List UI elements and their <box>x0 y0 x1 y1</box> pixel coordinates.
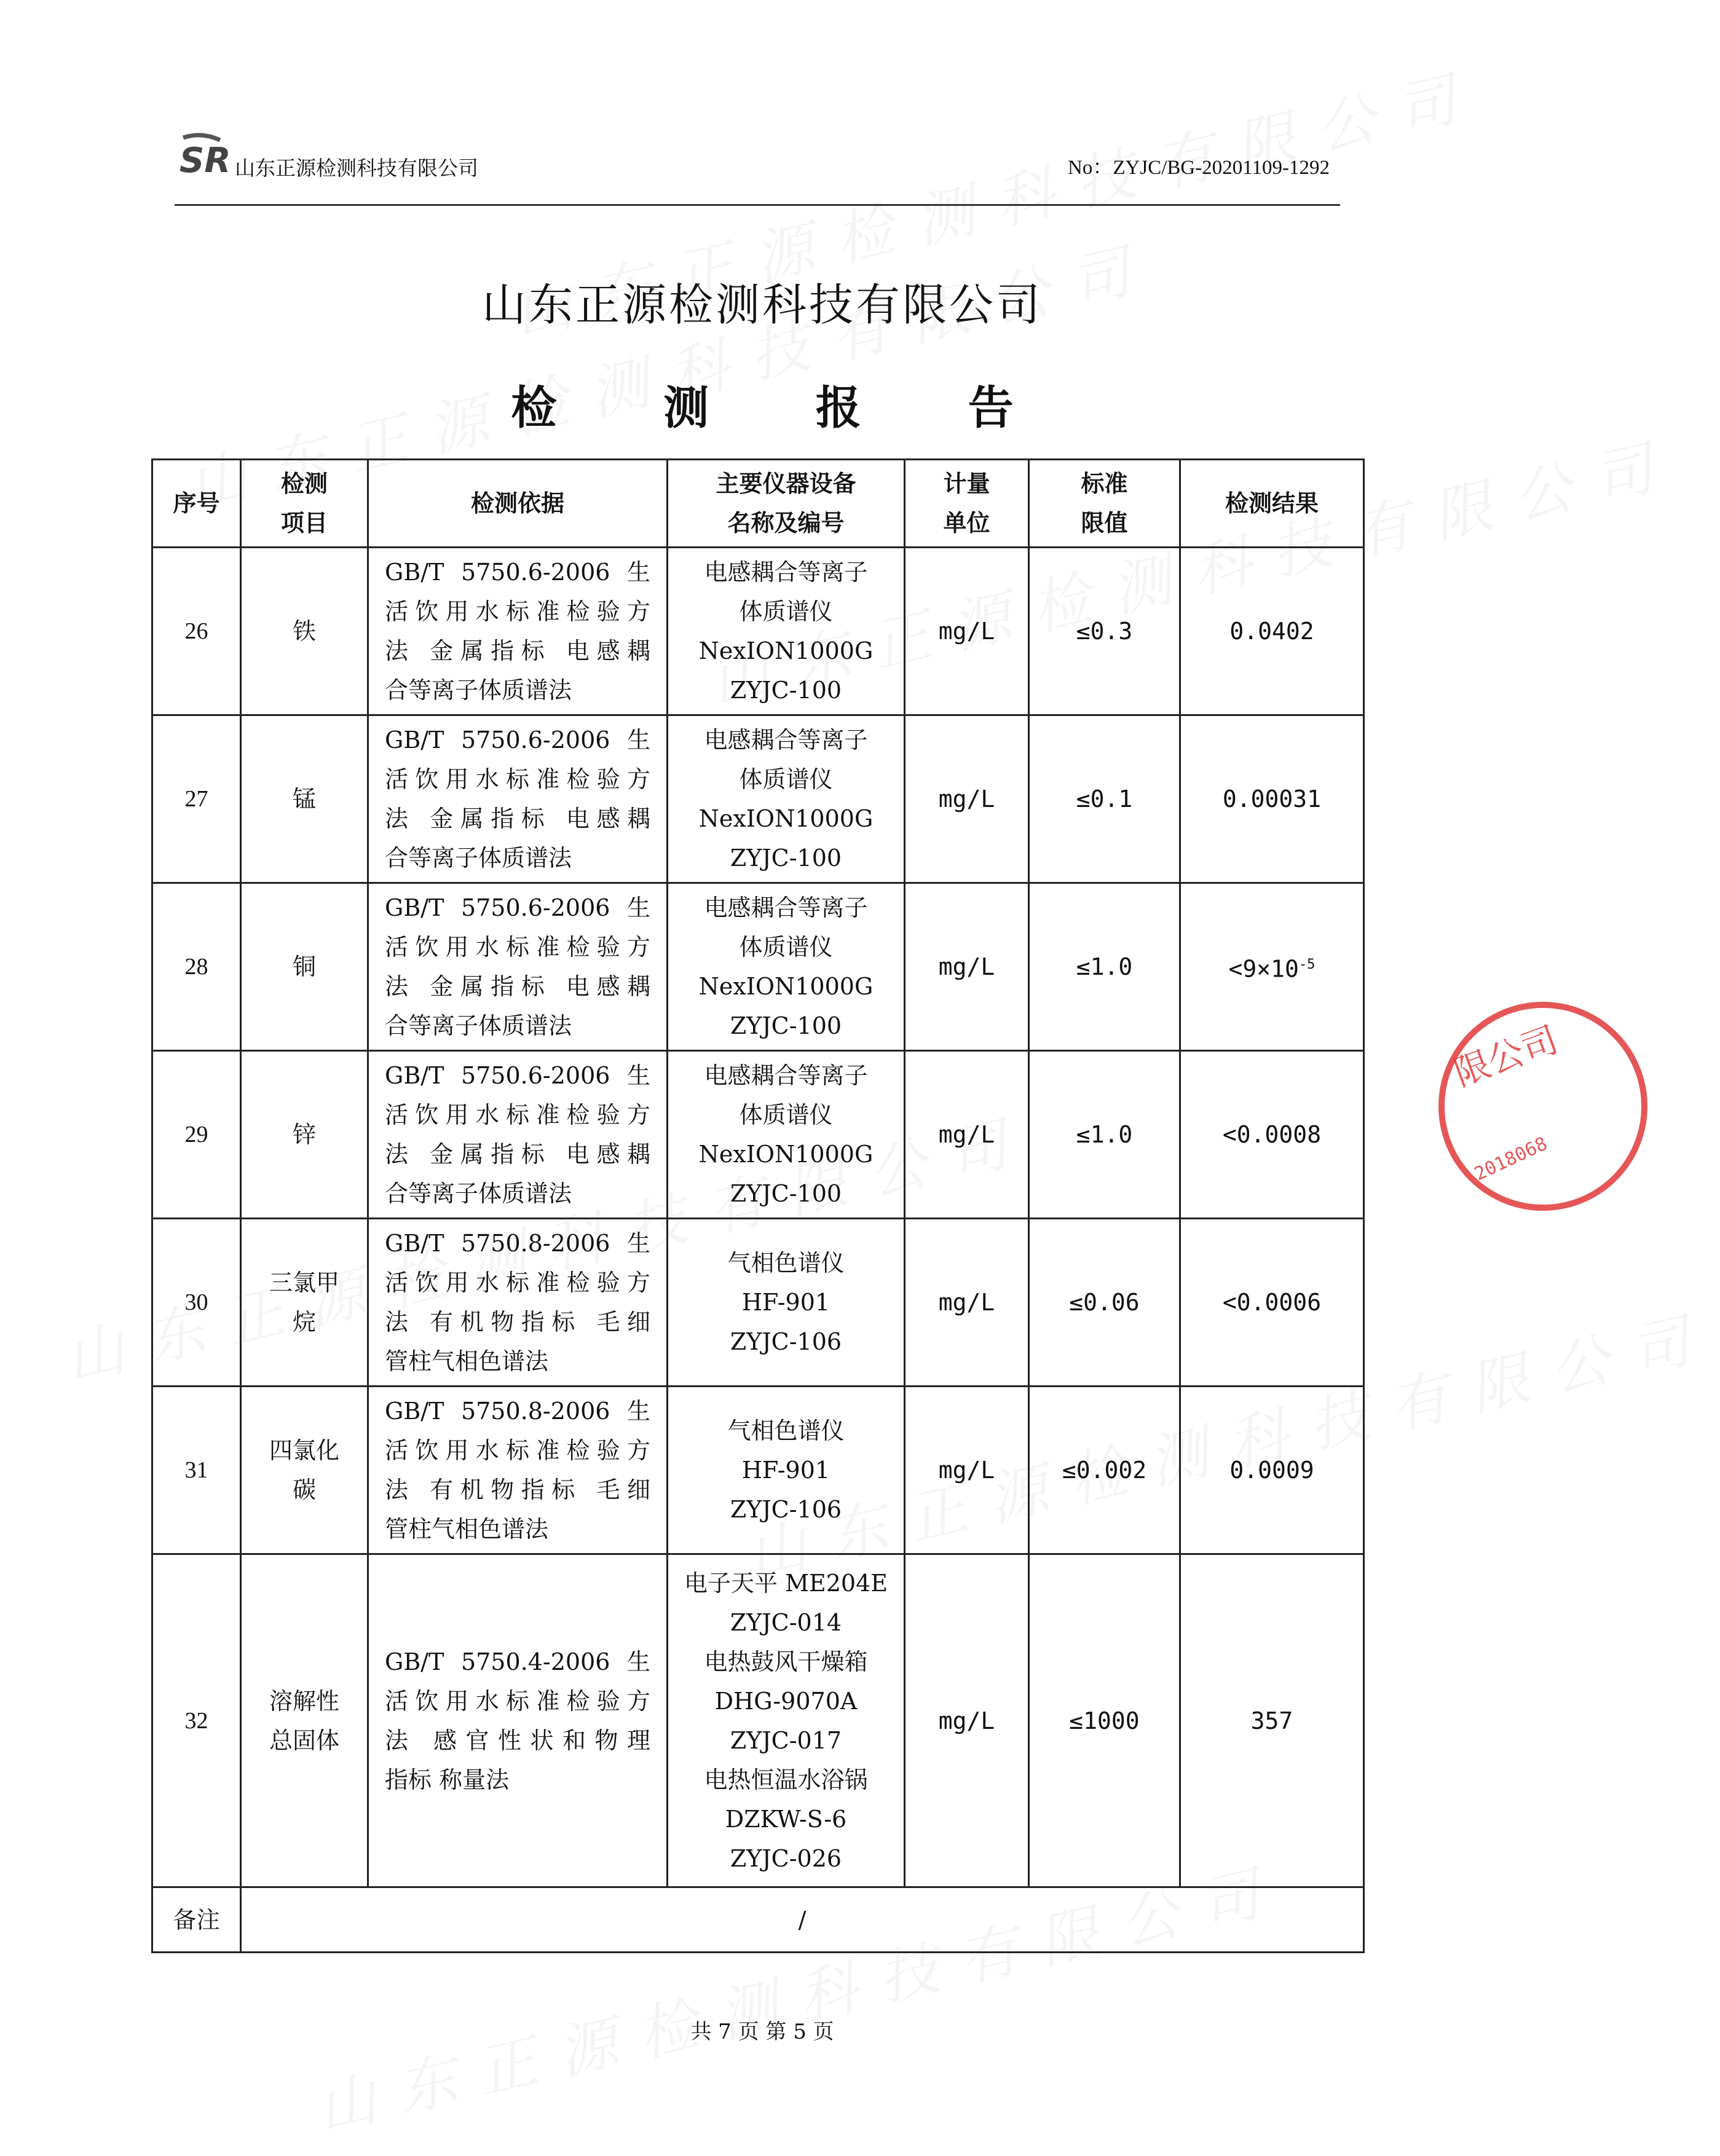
equipment-line: 气相色谱仪 <box>727 1417 845 1444</box>
basis-line: 法 金属指标 电感耦 <box>385 1141 650 1168</box>
cell-equipment <box>668 548 905 715</box>
result-value: 0.0402 <box>1229 618 1314 645</box>
cell-result <box>1180 1387 1364 1554</box>
cell-equipment <box>668 883 905 1051</box>
cell-equipment <box>668 1554 905 1887</box>
basis-line: 法 有机物指标 毛细 <box>385 1476 650 1503</box>
item-line: 锌 <box>292 1121 316 1148</box>
cell-limit: ≤0.002 <box>1029 1387 1180 1554</box>
cell-basis <box>368 1051 668 1219</box>
basis-line: GB/T 5750.6-2006 生 <box>385 1062 650 1089</box>
cell-basis <box>368 548 668 715</box>
equipment-line: ZYJC-100 <box>730 1012 842 1039</box>
result-value: <9×10 <box>1228 955 1299 983</box>
cell-item <box>241 883 368 1051</box>
cell-limit: ≤1.0 <box>1029 883 1180 1051</box>
equipment-line: ZYJC-014 <box>730 1608 842 1636</box>
page-footer: 共 7 页 第 5 页 <box>690 2020 834 2044</box>
basis-line: 活饮用水标准检验方 <box>385 1437 650 1464</box>
item-line: 溶解性 <box>269 1687 339 1715</box>
equipment-line: HF-901 <box>741 1289 830 1316</box>
basis-line: 活饮用水标准检验方 <box>385 1687 650 1715</box>
company-seal <box>1432 996 1654 1217</box>
equipment-line: NexION1000G <box>698 973 874 1000</box>
item-line: 铜 <box>292 953 316 980</box>
company-logo <box>177 132 234 182</box>
basis-line: GB/T 5750.8-2006 生 <box>385 1398 650 1425</box>
cell-seq: 29 <box>152 1051 241 1219</box>
svg-text:2018068: 2018068 <box>1471 1133 1551 1186</box>
table-row <box>152 1387 1364 1554</box>
equipment-line: 电感耦合等离子 <box>704 894 868 921</box>
basis-line: 合等离子体质谱法 <box>385 1180 572 1207</box>
item-line: 碳 <box>292 1476 316 1503</box>
cell-basis <box>368 1554 668 1887</box>
basis-line: 活饮用水标准检验方 <box>385 1269 650 1296</box>
cell-basis <box>368 715 668 883</box>
equipment-line: DZKW-S-6 <box>725 1805 847 1833</box>
basis-line: 活饮用水标准检验方 <box>385 1101 650 1128</box>
cell-limit: ≤0.06 <box>1029 1219 1180 1387</box>
header-result: 检测结果 <box>1180 460 1364 548</box>
header-divider <box>175 204 1340 206</box>
report-title: 检 测 报 告 <box>511 382 1059 435</box>
item-line: 锰 <box>292 785 316 812</box>
result-value: 357 <box>1250 1707 1293 1734</box>
equipment-line: 电热恒温水浴锅 <box>704 1766 868 1793</box>
basis-line: GB/T 5750.6-2006 生 <box>385 559 650 586</box>
table-row <box>152 1554 1364 1887</box>
cell-limit: ≤1.0 <box>1029 1051 1180 1219</box>
cell-equipment <box>668 1051 905 1219</box>
header-unit: 计量 单位 <box>905 460 1029 548</box>
basis-line: 合等离子体质谱法 <box>385 677 572 704</box>
basis-line: 活饮用水标准检验方 <box>385 934 650 961</box>
equipment-line: 电子天平 ME204E <box>684 1569 888 1597</box>
note-label: 备注 <box>152 1887 241 1953</box>
item-line: 总固体 <box>269 1726 339 1754</box>
cell-seq: 28 <box>152 883 241 1051</box>
basis-line: GB/T 5750.8-2006 生 <box>385 1230 650 1257</box>
results-table <box>151 458 1365 1953</box>
basis-line: 指标 称量法 <box>385 1766 510 1793</box>
cell-unit: mg/L <box>905 1554 1029 1887</box>
equipment-line: 体质谱仪 <box>739 766 833 793</box>
basis-line: 管柱气相色谱法 <box>385 1348 549 1375</box>
header-limit: 标准 限值 <box>1029 460 1180 548</box>
equipment-line: DHG-9070A <box>714 1687 858 1715</box>
cell-seq: 26 <box>152 548 241 715</box>
equipment-line: ZYJC-100 <box>730 844 842 871</box>
cell-basis <box>368 1219 668 1387</box>
result-value: <0.0006 <box>1222 1289 1322 1316</box>
equipment-line: 电感耦合等离子 <box>704 1062 868 1089</box>
equipment-line: NexION1000G <box>698 805 874 832</box>
cell-result <box>1180 883 1364 1051</box>
equipment-line: ZYJC-100 <box>730 677 842 704</box>
cell-seq: 30 <box>152 1219 241 1387</box>
item-line: 烷 <box>292 1308 316 1336</box>
cell-unit: mg/L <box>905 883 1029 1051</box>
equipment-line: 体质谱仪 <box>739 598 833 625</box>
equipment-line: 体质谱仪 <box>739 934 833 961</box>
cell-item <box>241 715 368 883</box>
result-value: 0.00031 <box>1222 785 1322 812</box>
header-seq: 序号 <box>152 460 241 548</box>
equipment-line: ZYJC-026 <box>730 1844 842 1872</box>
basis-line: 合等离子体质谱法 <box>385 844 572 871</box>
header-basis: 检测依据 <box>368 460 668 548</box>
basis-line: 合等离子体质谱法 <box>385 1012 572 1039</box>
cell-seq: 31 <box>152 1387 241 1554</box>
basis-line: 活饮用水标准检验方 <box>385 598 650 625</box>
basis-line: 活饮用水标准检验方 <box>385 766 650 793</box>
equipment-line: ZYJC-100 <box>730 1180 842 1207</box>
cell-item <box>241 1051 368 1219</box>
equipment-line: NexION1000G <box>698 1141 874 1168</box>
equipment-line: ZYJC-106 <box>730 1328 842 1355</box>
table-row <box>152 1219 1364 1387</box>
basis-line: 法 感官性状和物理 <box>385 1726 650 1754</box>
cell-basis <box>368 883 668 1051</box>
basis-line: GB/T 5750.6-2006 生 <box>385 894 650 921</box>
cell-item <box>241 1387 368 1554</box>
item-line: 四氯化 <box>269 1437 339 1464</box>
basis-line: GB/T 5750.4-2006 生 <box>385 1648 650 1675</box>
note-row <box>152 1887 1364 1953</box>
table-row <box>152 1051 1364 1219</box>
cell-result <box>1180 1219 1364 1387</box>
company-title: 山东正源检测科技有限公司 <box>481 279 1043 331</box>
equipment-line: 体质谱仪 <box>739 1101 833 1128</box>
item-line: 铁 <box>292 618 316 645</box>
svg-text:限公司: 限公司 <box>1448 1018 1564 1095</box>
note-value: / <box>241 1887 1364 1953</box>
basis-line: 法 金属指标 电感耦 <box>385 637 650 664</box>
cell-result <box>1180 548 1364 715</box>
cell-equipment <box>668 1219 905 1387</box>
cell-item <box>241 1554 368 1887</box>
cell-result <box>1180 1554 1364 1887</box>
equipment-line: 气相色谱仪 <box>727 1249 845 1277</box>
table-body <box>152 548 1364 1953</box>
cell-result <box>1180 715 1364 883</box>
equipment-line: HF-901 <box>741 1457 830 1484</box>
svg-text:SR: SR <box>179 141 231 181</box>
table-row <box>152 548 1364 715</box>
result-value: <0.0008 <box>1222 1121 1322 1148</box>
cell-unit: mg/L <box>905 1387 1029 1554</box>
basis-line: 法 有机物指标 毛细 <box>385 1308 650 1336</box>
cell-unit: mg/L <box>905 715 1029 883</box>
cell-limit: ≤1000 <box>1029 1554 1180 1887</box>
cell-basis <box>368 1387 668 1554</box>
cell-seq: 32 <box>152 1554 241 1887</box>
table-row <box>152 715 1364 883</box>
equipment-line: NexION1000G <box>698 637 874 664</box>
cell-limit: ≤0.1 <box>1029 715 1180 883</box>
header-company-name: 山东正源检测科技有限公司 <box>235 156 478 180</box>
header-equipment: 主要仪器设备 名称及编号 <box>668 460 905 548</box>
equipment-line: 电感耦合等离子 <box>704 559 868 586</box>
cell-unit: mg/L <box>905 1219 1029 1387</box>
cell-unit: mg/L <box>905 548 1029 715</box>
cell-result <box>1180 1051 1364 1219</box>
table-header-row <box>152 460 1364 548</box>
cell-equipment <box>668 1387 905 1554</box>
cell-unit: mg/L <box>905 1051 1029 1219</box>
cell-limit: ≤0.3 <box>1029 548 1180 715</box>
basis-line: GB/T 5750.6-2006 生 <box>385 726 650 753</box>
result-value: 0.0009 <box>1229 1457 1314 1484</box>
cell-item <box>241 1219 368 1387</box>
equipment-line: 电热鼓风干燥箱 <box>704 1648 868 1675</box>
basis-line: 管柱气相色谱法 <box>385 1516 549 1543</box>
result-exponent: -5 <box>1298 956 1316 972</box>
equipment-line: ZYJC-106 <box>730 1496 842 1523</box>
cell-seq: 27 <box>152 715 241 883</box>
equipment-line: 电感耦合等离子 <box>704 726 868 753</box>
table-row <box>152 883 1364 1051</box>
basis-line: 法 金属指标 电感耦 <box>385 805 650 832</box>
cell-equipment <box>668 715 905 883</box>
item-line: 三氯甲 <box>269 1269 339 1296</box>
report-number: No：ZYJC/BG-20201109-1292 <box>1068 157 1330 179</box>
cell-item <box>241 548 368 715</box>
basis-line: 法 金属指标 电感耦 <box>385 973 650 1000</box>
header-item: 检测 项目 <box>241 460 368 548</box>
equipment-line: ZYJC-017 <box>730 1726 842 1754</box>
